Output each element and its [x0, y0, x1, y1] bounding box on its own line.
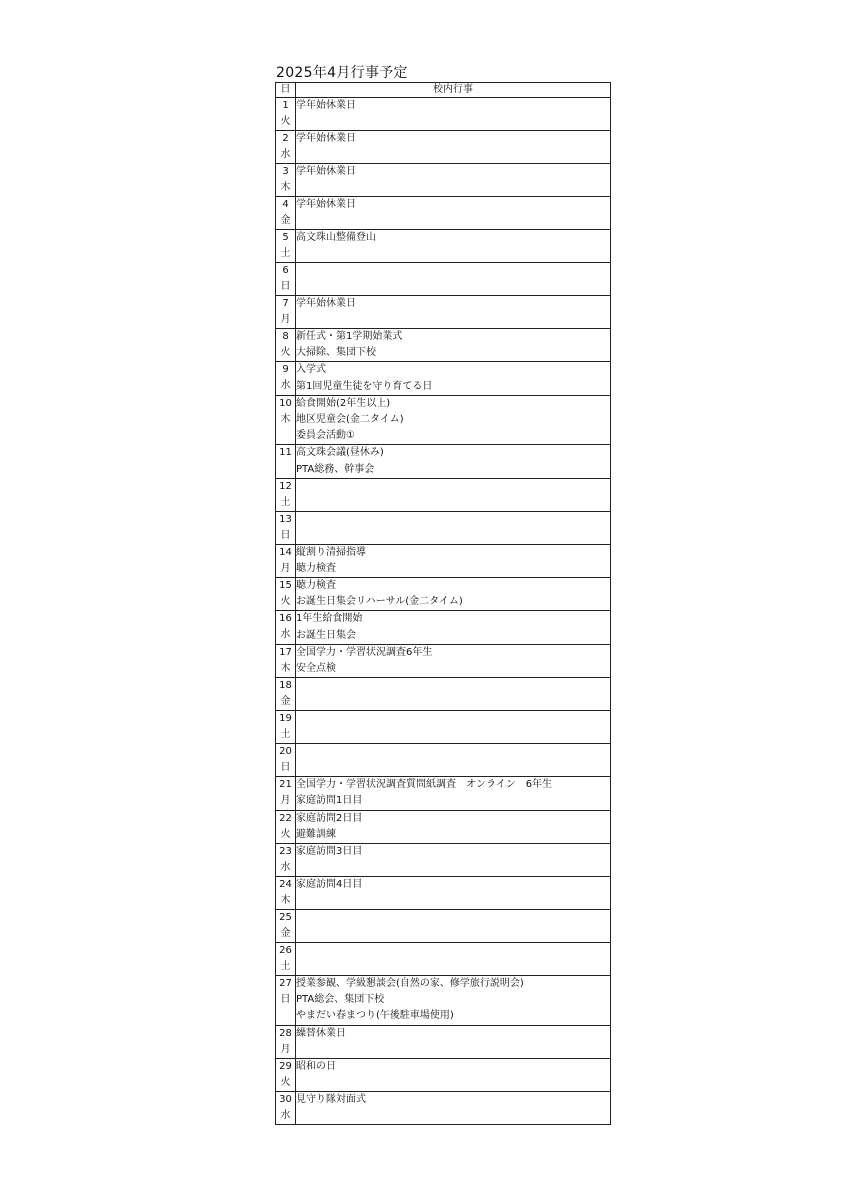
day-number: 11 [279, 447, 292, 459]
table-row [276, 942, 611, 975]
day-cell [276, 578, 296, 611]
day-number: 10 [279, 397, 292, 409]
day-cell [276, 744, 296, 777]
day-number: 19 [279, 713, 292, 725]
day-number: 22 [279, 812, 292, 824]
events-cell [296, 876, 611, 909]
event-item: 安全点検 [296, 663, 336, 675]
event-item: 給食開始(2年生以上) [296, 397, 391, 409]
day-number: 16 [279, 613, 292, 625]
day-cell [276, 98, 296, 131]
events-cell [296, 362, 611, 395]
weekday-label: 金 [280, 215, 291, 226]
event-item: 学年始休業日 [296, 133, 356, 144]
day-number: 8 [282, 331, 289, 342]
table-row [276, 263, 611, 296]
event-item: 昭和の日 [296, 1060, 336, 1072]
event-item: 聴力検査 [296, 562, 336, 574]
table-row [276, 909, 611, 942]
day-number: 27 [279, 977, 292, 989]
events-cell [296, 511, 611, 544]
day-cell [276, 909, 296, 942]
day-cell [276, 263, 296, 296]
events-cell [296, 1091, 611, 1124]
weekday-label: 日 [280, 281, 291, 292]
day-number: 6 [282, 265, 289, 276]
day-number: 14 [279, 546, 292, 558]
event-item: 学年始休業日 [296, 298, 356, 309]
day-cell [276, 711, 296, 744]
table-row [276, 644, 611, 677]
weekday-label: 土 [280, 729, 291, 741]
weekday-label: 火 [280, 596, 291, 608]
table-row [276, 329, 611, 362]
header-day: 日 [276, 83, 296, 98]
events-cell [296, 644, 611, 677]
table-row [276, 744, 611, 777]
day-cell [276, 876, 296, 909]
day-number: 1 [282, 100, 289, 111]
weekday-label: 月 [280, 314, 291, 325]
day-number: 29 [279, 1060, 292, 1072]
table-row [276, 678, 611, 711]
table-row [276, 843, 611, 876]
event-item: 学年始休業日 [296, 100, 356, 111]
table-row [276, 876, 611, 909]
event-item: 第1回児童生徒を守り育てる日 [296, 380, 433, 392]
event-item: 1年生給食開始 [296, 613, 363, 625]
weekday-label: 水 [280, 149, 291, 160]
weekday-label: 土 [280, 960, 291, 972]
day-cell [276, 942, 296, 975]
events-cell [296, 909, 611, 942]
weekday-label: 土 [280, 248, 291, 259]
header-events: 校内行事 [296, 83, 611, 98]
weekday-label: 月 [280, 562, 291, 574]
day-number: 5 [282, 232, 289, 243]
weekday-label: 日 [280, 993, 291, 1005]
event-item: やまだい春まつり(午後駐車場使用) [296, 1010, 454, 1022]
table-row [276, 1025, 611, 1058]
table-row [276, 975, 611, 1025]
events-cell [296, 263, 611, 296]
day-cell [276, 164, 296, 197]
event-item: 授業参観、学級懇談会(自然の家、修学旅行説明会) [296, 977, 524, 989]
event-item: 家庭訪問2日目 [296, 812, 363, 824]
event-item: お誕生日集会 [296, 629, 356, 641]
day-number: 25 [279, 911, 292, 923]
events-cell [296, 611, 611, 644]
table-body [276, 98, 611, 1125]
event-item: PTA総務、幹事会 [296, 463, 375, 475]
table-row [276, 478, 611, 511]
event-item: 高文珠山整備登山 [296, 232, 376, 243]
day-number: 24 [279, 878, 292, 890]
weekday-label: 土 [280, 496, 291, 508]
day-number: 2 [282, 133, 289, 144]
events-cell [296, 578, 611, 611]
day-cell [276, 511, 296, 544]
event-item: 全国学力・学習状況調査質問紙調査 オンライン 6年生 [296, 779, 553, 791]
day-number: 9 [282, 364, 289, 376]
event-item: 家庭訪問1日目 [296, 795, 363, 807]
events-cell [296, 744, 611, 777]
event-item: 入学式 [296, 364, 326, 376]
events-cell [296, 296, 611, 329]
events-cell [296, 478, 611, 511]
table-row [276, 98, 611, 131]
event-item: 高文珠会議(昼休み) [296, 447, 384, 459]
table-row [276, 711, 611, 744]
table-row [276, 197, 611, 230]
weekday-label: 水 [280, 380, 291, 392]
weekday-label: 火 [280, 1076, 291, 1088]
event-item: 家庭訪問4日目 [296, 878, 363, 890]
events-cell [296, 810, 611, 843]
table-row [276, 1058, 611, 1091]
events-cell [296, 975, 611, 1025]
weekday-label: 日 [280, 762, 291, 774]
events-cell [296, 777, 611, 810]
day-cell [276, 362, 296, 395]
day-number: 12 [279, 480, 292, 492]
day-number: 23 [279, 845, 292, 857]
day-number: 4 [282, 199, 289, 210]
event-item: 委員会活動① [296, 430, 355, 442]
weekday-label: 月 [280, 795, 291, 807]
events-cell [296, 131, 611, 164]
weekday-label: 日 [280, 529, 291, 541]
events-cell [296, 1058, 611, 1091]
weekday-label: 金 [280, 927, 291, 939]
table-row [276, 1091, 611, 1124]
weekday-label: 金 [280, 696, 291, 708]
day-cell [276, 296, 296, 329]
day-cell [276, 1025, 296, 1058]
event-item: 学年始休業日 [296, 166, 356, 177]
day-number: 18 [279, 680, 292, 692]
event-item: 避難訓練 [296, 828, 336, 840]
weekday-label: 木 [280, 182, 291, 193]
day-cell [276, 478, 296, 511]
events-cell [296, 230, 611, 263]
event-item: 地区児童会(金二タイム) [296, 413, 404, 425]
day-cell [276, 975, 296, 1025]
table-row [276, 131, 611, 164]
day-cell [276, 445, 296, 478]
weekday-label: 水 [280, 629, 291, 641]
events-cell [296, 395, 611, 445]
table-row [276, 362, 611, 395]
event-item: 新任式・第1学期始業式 [296, 331, 403, 342]
day-number: 13 [279, 513, 292, 525]
day-number: 20 [279, 746, 292, 758]
event-item: 大掃除、集団下校 [296, 347, 376, 359]
weekday-label: 火 [280, 828, 291, 840]
events-cell [296, 164, 611, 197]
page-title: 2025年4月行事予定 [276, 65, 408, 81]
table-row [276, 296, 611, 329]
day-cell [276, 810, 296, 843]
event-item: お誕生日集会リハーサル(金二タイム) [296, 596, 463, 608]
day-number: 21 [279, 779, 292, 791]
day-number: 7 [282, 298, 289, 309]
weekday-label: 月 [280, 1043, 291, 1055]
event-item: 全国学力・学習状況調査6年生 [296, 646, 433, 658]
day-cell [276, 843, 296, 876]
day-cell [276, 230, 296, 263]
table-row [276, 777, 611, 810]
event-schedule-table [275, 82, 611, 1125]
events-cell [296, 197, 611, 230]
day-number: 30 [279, 1093, 292, 1105]
day-number: 17 [279, 646, 292, 658]
day-cell [276, 678, 296, 711]
event-item: 縦割り清掃指導 [296, 546, 366, 558]
events-cell [296, 1025, 611, 1058]
table-row [276, 611, 611, 644]
event-item: 家庭訪問3日目 [296, 845, 363, 857]
day-cell [276, 395, 296, 445]
table-row [276, 511, 611, 544]
table-row [276, 578, 611, 611]
table-row [276, 164, 611, 197]
day-cell [276, 611, 296, 644]
day-cell [276, 1058, 296, 1091]
day-cell [276, 644, 296, 677]
events-cell [296, 544, 611, 577]
table-header-row [276, 83, 611, 98]
day-number: 28 [279, 1027, 292, 1039]
day-cell [276, 1091, 296, 1124]
weekday-label: 火 [280, 347, 291, 358]
events-cell [296, 942, 611, 975]
events-cell [296, 678, 611, 711]
events-cell [296, 843, 611, 876]
day-cell [276, 777, 296, 810]
table-row [276, 544, 611, 577]
table-row [276, 445, 611, 478]
weekday-label: 木 [280, 413, 291, 425]
table-row [276, 395, 611, 445]
event-item: PTA総会、集団下校 [296, 994, 385, 1006]
weekday-label: 水 [280, 1109, 291, 1121]
day-number: 15 [279, 580, 292, 592]
day-number: 3 [282, 166, 289, 177]
day-number: 26 [279, 944, 292, 956]
events-cell [296, 445, 611, 478]
table-row [276, 230, 611, 263]
weekday-label: 木 [280, 662, 291, 674]
event-item: 繰替休業日 [296, 1027, 346, 1039]
weekday-label: 木 [280, 894, 291, 906]
events-cell [296, 98, 611, 131]
weekday-label: 水 [280, 861, 291, 873]
event-item: 聴力検査 [296, 580, 336, 592]
event-item: 見守り隊対面式 [296, 1093, 366, 1105]
day-cell [276, 131, 296, 164]
weekday-label: 火 [280, 116, 291, 127]
day-cell [276, 544, 296, 577]
event-item: 学年始休業日 [296, 199, 356, 210]
events-cell [296, 711, 611, 744]
events-cell [296, 329, 611, 362]
day-cell [276, 329, 296, 362]
table-row [276, 810, 611, 843]
day-cell [276, 197, 296, 230]
